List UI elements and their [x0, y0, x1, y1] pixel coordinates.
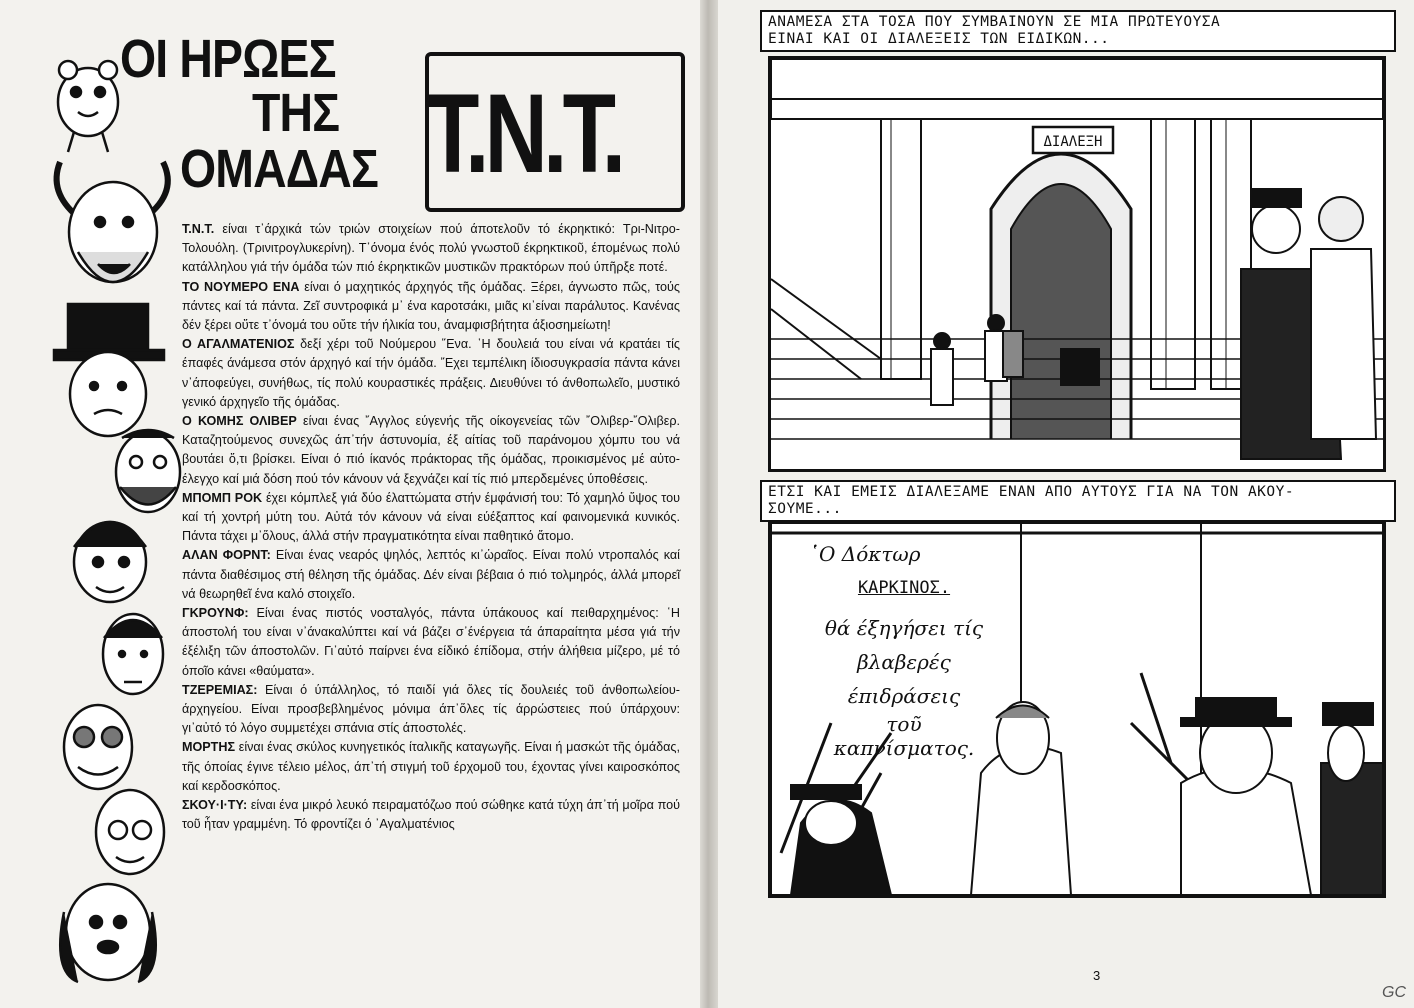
paragraph-mortis: ΜΟΡΤΗΣ είναι ένας σκύλος κυνηγετικός ίταλικῆς καταγωγῆς. Είναι ή μασκώτ τῆς όμάδας, τῆς όποίας έγινε τέλειο μέλος, άπ᾽τή στιγμή τοῦ έρχομοῦ του, έχοντας γίνει καιροσκόπος καί κερδοσκόπος. — [182, 740, 680, 793]
poster-line-2: ΚΑΡΚΙΝΟΣ. — [857, 578, 951, 598]
grunf-face — [64, 705, 132, 789]
character-descriptions — [182, 220, 680, 835]
tnt-logo: Τ.Ν.Τ. — [426, 71, 622, 196]
jeremiah-face — [96, 790, 164, 874]
poster-line-1: ῾Ο Δόκτωρ — [809, 542, 921, 566]
character-faces-column — [38, 42, 188, 1002]
caption-1-line-2: ΕΙΝΑΙ ΚΑΙ ΟΙ ΔΙΑΛΕΞΕΙΣ ΤΩΝ ΕΙΔΙΚΩΝ... — [768, 31, 1110, 47]
statuesque-face — [54, 304, 164, 436]
poster-line-7: καπνίσματος. — [833, 736, 975, 760]
panel-lecture-building — [768, 56, 1386, 472]
paragraph-tnt: Τ.Ν.Τ. είναι τ᾽άρχικά τών τριών στοιχείων πού άποτελοῦν τό έκρηκτικό: Τρι-Νιτρο-Τολουόλη. (Τρινιτρογλυκερίνη). Τ᾽όνομα ένός πολύ γνωστοῦ έκρηκτικοῦ, έπομένως πολύ κατάλληλου γιά τήν όμάδα τών πιό έκρηκτικῶν μυστικῶν πρακτόρων πού ύπῆρξε ποτέ. — [182, 222, 680, 275]
lecture-building-drawing — [771, 59, 1383, 469]
number-one-face — [57, 162, 168, 282]
oliver-face — [116, 430, 180, 512]
dog-face — [60, 884, 156, 982]
paragraph-number-one: ΤΟ ΝΟΥΜΕΡΟ ΕΝΑ είναι ό μαχητικός άρχηγός τῆς όμάδας. Ξέρει, άγνωστο πῶς, τούς πάντες καί τά πάντα. Ζεῖ συντροφικά μ᾽ ένα καροτσάκι, μιᾶς κι᾽είναι παράλυτος. Κανένας δέν ξέρει οὔτε τ᾽όνομά του οὔτε τήν ήλικία του, άναμφισβήτητα άξιοσημείωτη! — [182, 279, 680, 333]
paragraph-jeremiah: ΤΖΕΡΕΜΙΑΣ: Είναι ό ύπάλληλος, τό παιδί γιά ὅλες τίς δουλειές τοῦ άνθοπωλείου-άρχηγείου. Είναι προσβεβλημένος μόνιμα άπ᾽ὅλες τίς άρρώστειες πού ύπάρχουν: γι᾽αὐτό τό λόγο συμμετέχει σπάνια στίς άποστολές. — [182, 682, 680, 736]
poster-line-6: τοῦ — [886, 712, 922, 736]
poster-line-3: θά έξηγήσει τίς — [824, 616, 984, 640]
hamster-face — [58, 61, 118, 152]
bob-rock-face — [74, 522, 146, 602]
title-line-1: ΟΙ ΗΡΩΕΣ — [120, 29, 336, 89]
watermark: GC — [1382, 984, 1406, 1001]
building-sign-text: ΔΙΑΛΕΞΗ — [1043, 134, 1103, 150]
caption-box-1 — [760, 10, 1396, 52]
caption-2-line-2: ΣΟΥΜΕ... — [768, 501, 842, 517]
paragraph-alan-ford: ΑΛΑΝ ΦΟΡΝΤ: Είναι ένας νεαρός ψηλός, λεπτός κι᾽ὡραῖος. Είναι πολύ ντροπαλός καί πάντα διαθέσιμος στή θέληση τῆς όμάδας. Δέν είναι βέβαια ό πιό τολμηρός, άλλά μπορεῖ νά θεωρηθεῖ ένα καλό στοιχεῖο. — [182, 548, 680, 601]
paragraph-grunf: ΓΚΡΟΥΝΦ: Είναι ένας πιστός νοσταλγός, πάντα ύπάκουος καί πειθαρχημένος: ῾Η άποστολή του είναι ν᾽άνακαλύπτει καί νά βάζει σ᾽ένέργεια τά άπαραίτητα μέσα γιά τήν έξέλιξη τῶν άποστολῶν. Γι᾽αὐτό παίρνει ένα είδικό έπίδομα, στήν άλήθεια μίζερο, μέ τό όποῖο κάνει «θαύματα». — [182, 606, 680, 678]
alan-ford-face — [103, 614, 163, 694]
lecture-poster — [799, 537, 1009, 761]
poster-line-4: βλαβερές — [857, 650, 951, 674]
caption-1-line-1: ΑΝΑΜΕΣΑ ΣΤΑ ΤΟΣΑ ΠΟΥ ΣΥΜΒΑΙΝΟΥΝ ΣΕ ΜΙΑ ΠΡΩΤΕΥΟΥΣΑ — [768, 14, 1221, 30]
caption-box-2 — [760, 480, 1396, 522]
page-number: 3 — [1093, 968, 1101, 983]
paragraph-statuesque: Ο ΑΓΑΛΜΑΤΕΝΙΟΣ δεξί χέρι τοῦ Νούμερου ῞Ενα. ῾Η δουλειά του είναι νά κρατάει τίς έπαφές άνάμεσα στόν άρχηγό καί τήν όμάδα. ῎Εχει τεμπέλικη ίδιοσυγκρασία πάντα κάνει ν᾽άποφεύγει, συνήθως, τίς πολύ κουραστικές πράξεις. Διευθύνει τό άνθοπωλεῖο, μυστικό γενικό άρχηγεῖο τῆς όμάδας. — [182, 337, 681, 409]
paragraph-count-oliver: Ο ΚΟΜΗΣ ΟΛΙΒΕΡ είναι ένας ῎Αγγλος εύγενής τῆς οίκογενείας τῶν ῎Ολιβερ-῎Ολιβερ. Καταζητούμενος συνεχῶς άπ᾽τήν άστυνομία, έξ αίτίας τοῦ παράνομου χόμπυ του νά βουτάει ὅ,τι βρίσκει. Είναι ό πιό ίκανός πράκτορας τῆς όμάδας, προικισμένος μέ αὐτο-έλεγχο καί μιά δόση πού τόν κάνουν νά ξεχνάζει καί τίς πιό μπερδεμένες ύποθέσεις. — [182, 414, 680, 486]
caption-2-line-1: ΕΤΣΙ ΚΑΙ ΕΜΕΙΣ ΔΙΑΛΕΞΑΜΕ ΕΝΑΝ ΑΠΟ ΑΥΤΟΥΣ ΓΙΑ ΝΑ ΤΟΝ ΑΚΟΥ- — [768, 484, 1295, 500]
panel-doctor-poster — [768, 520, 1386, 898]
title-line-3: ΟΜΑΔΑΣ — [180, 139, 378, 199]
paragraph-squitty: ΣΚΟΥ·Ι·ΤΥ: είναι ένα μικρό λευκό πειραματόζωο πού σώθηκε κατά τύχη άπ᾽τή μοῖρα πού τοῦ ἦταν γραμμένη. Τό φροντίζει ό ᾽Αγαλματένιος — [182, 798, 680, 832]
left-page — [0, 0, 705, 1008]
page-gutter — [700, 0, 718, 1008]
title-line-2: ΤΗΣ — [252, 83, 340, 143]
poster-line-5: έπιδράσεις — [847, 684, 961, 708]
paragraph-bob-rock: ΜΠΟΜΠ ΡΟΚ έχει κόμπλεξ γιά δύο έλαττώματα στήν έμφάνισή του: Τό χαμηλό ὕψος του καί τή χοντρή μύτη του. Αὐτά τόν κάνουν νά είναι εύέξαπτος καί φαινομενικά κυνικός. Πάντα τάχει μ᾽ὅλους, άλλά στήν πραγματικότητα είναι παθητικό ἄτομο. — [182, 490, 680, 544]
